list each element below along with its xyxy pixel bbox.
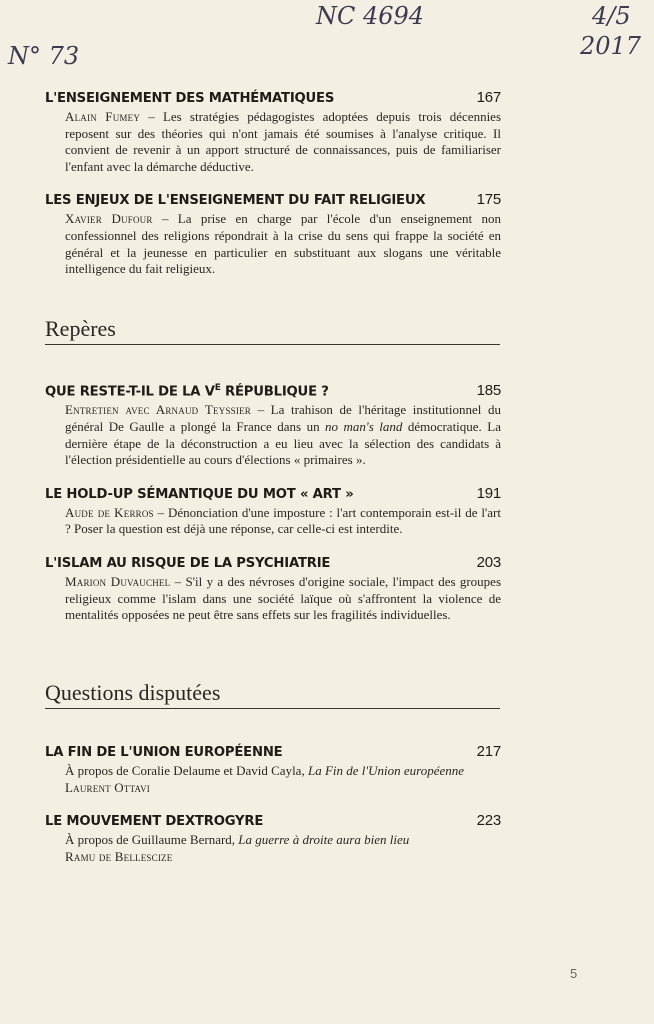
- entry-summary: – La trahison de l'héritage institutionnel du général De Gaulle a plongé la France dans un no man's land démocratique. La dernière étape de la déconstruction a eu lieu avec la sélection des candidats à l'élection présidentielle au cours d'élections « primaires ».: [65, 402, 501, 468]
- entry-author: Aude de Kerros: [65, 504, 154, 520]
- handwritten-issue: 4/5: [592, 2, 631, 30]
- entry-title: L'ENSEIGNEMENT DES MATHÉMATIQUES: [45, 91, 335, 106]
- entry-author: Xavier Dufour: [65, 211, 153, 227]
- entry-title: L'ISLAM AU RISQUE DE LA PSYCHIATRIE: [45, 555, 331, 571]
- entry-title: LE MOUVEMENT DEXTROGYRE: [45, 814, 264, 830]
- entry-author: Alain Fumey: [65, 109, 141, 124]
- entry-page-number: 185: [476, 382, 501, 400]
- toc-entry: [45, 88, 501, 175]
- toc-entry: [45, 378, 501, 469]
- entry-page-number: 175: [476, 191, 501, 209]
- entry-page-number: 203: [476, 553, 501, 571]
- entry-book-title: La Fin de l'Union européenne: [307, 763, 465, 778]
- entry-summary: – Dénonciation d'une imposture : l'art contemporain est-il de l'art ? Poser la question est déjà une réponse, car celle-ci est interdite.: [65, 504, 501, 537]
- toc-entry: [45, 811, 501, 865]
- toc-reperes-entries: [45, 378, 501, 624]
- entry-author: Entretien avec Arnaud Teyssier: [65, 402, 251, 418]
- section-heading-reperes: Repères: [45, 316, 500, 345]
- entry-summary: – S'il y a des névroses d'origine sociale, l'impact des groupes religieux comme l'islam dans une société laïque où s'affrontent la violence de mentalités opposées ne peut être sans effets sur les fragilités individuelles.: [65, 573, 502, 623]
- toc-entry: [45, 190, 501, 277]
- entry-page-number: 191: [476, 484, 501, 502]
- entry-book-title: La guerre à droite aura bien lieu: [238, 832, 410, 848]
- toc-entry: [45, 484, 501, 538]
- entry-page-number: 217: [476, 743, 501, 760]
- handwritten-number: N° 73: [8, 42, 80, 70]
- entry-title: QUE RESTE-T-IL DE LA $V^E$ RÉPUBLIQUE ?: [45, 383, 329, 400]
- entry-author: Laurent Ottavi: [65, 779, 150, 795]
- toc-entry: [45, 742, 501, 796]
- entry-title: LE HOLD-UP SÉMANTIQUE DU MOT « ART »: [45, 486, 354, 502]
- toc-questions-entries: [45, 742, 501, 865]
- entry-author: Ramu de Bellescize: [65, 848, 173, 864]
- entry-about: À propos de Coralie Delaume et David Cayla,: [65, 763, 308, 778]
- entry-page-number: 223: [476, 812, 501, 830]
- entry-summary: – Les stratégies pédagogistes adoptées depuis trois décennies reposent sur des théories qui n'ont jamais été soumises à l'analyse critique. Il convient de revenir à un apport structuré de connaissances, puis de familiariser l'enfant avec la démarche déductive.: [65, 109, 502, 174]
- page-number: 5: [570, 966, 578, 981]
- entry-summary: – La prise en charge par l'école d'un enseignement non confessionnel des religions répondrait à la crise du sens qui frappe la société en général et la jeunesse en particulier en substituant aux slogans une véritable intelligence du fait religieux.: [65, 211, 502, 277]
- entry-title: LES ENJEUX DE L'ENSEIGNEMENT DU FAIT RELIGIEUX: [45, 193, 426, 209]
- toc-entry: [45, 553, 501, 624]
- toc-top-entries: [45, 88, 501, 278]
- entry-about: À propos de Guillaume Bernard,: [65, 832, 239, 848]
- handwritten-call-number: NC 4694: [316, 2, 425, 30]
- handwritten-year: 2017: [580, 32, 642, 60]
- entry-author: Marion Duvauchel: [65, 573, 171, 589]
- section-heading-questions: Questions disputées: [45, 680, 500, 709]
- entry-page-number: 167: [476, 89, 501, 106]
- entry-title: LA FIN DE L'UNION EUROPÉENNE: [45, 745, 283, 760]
